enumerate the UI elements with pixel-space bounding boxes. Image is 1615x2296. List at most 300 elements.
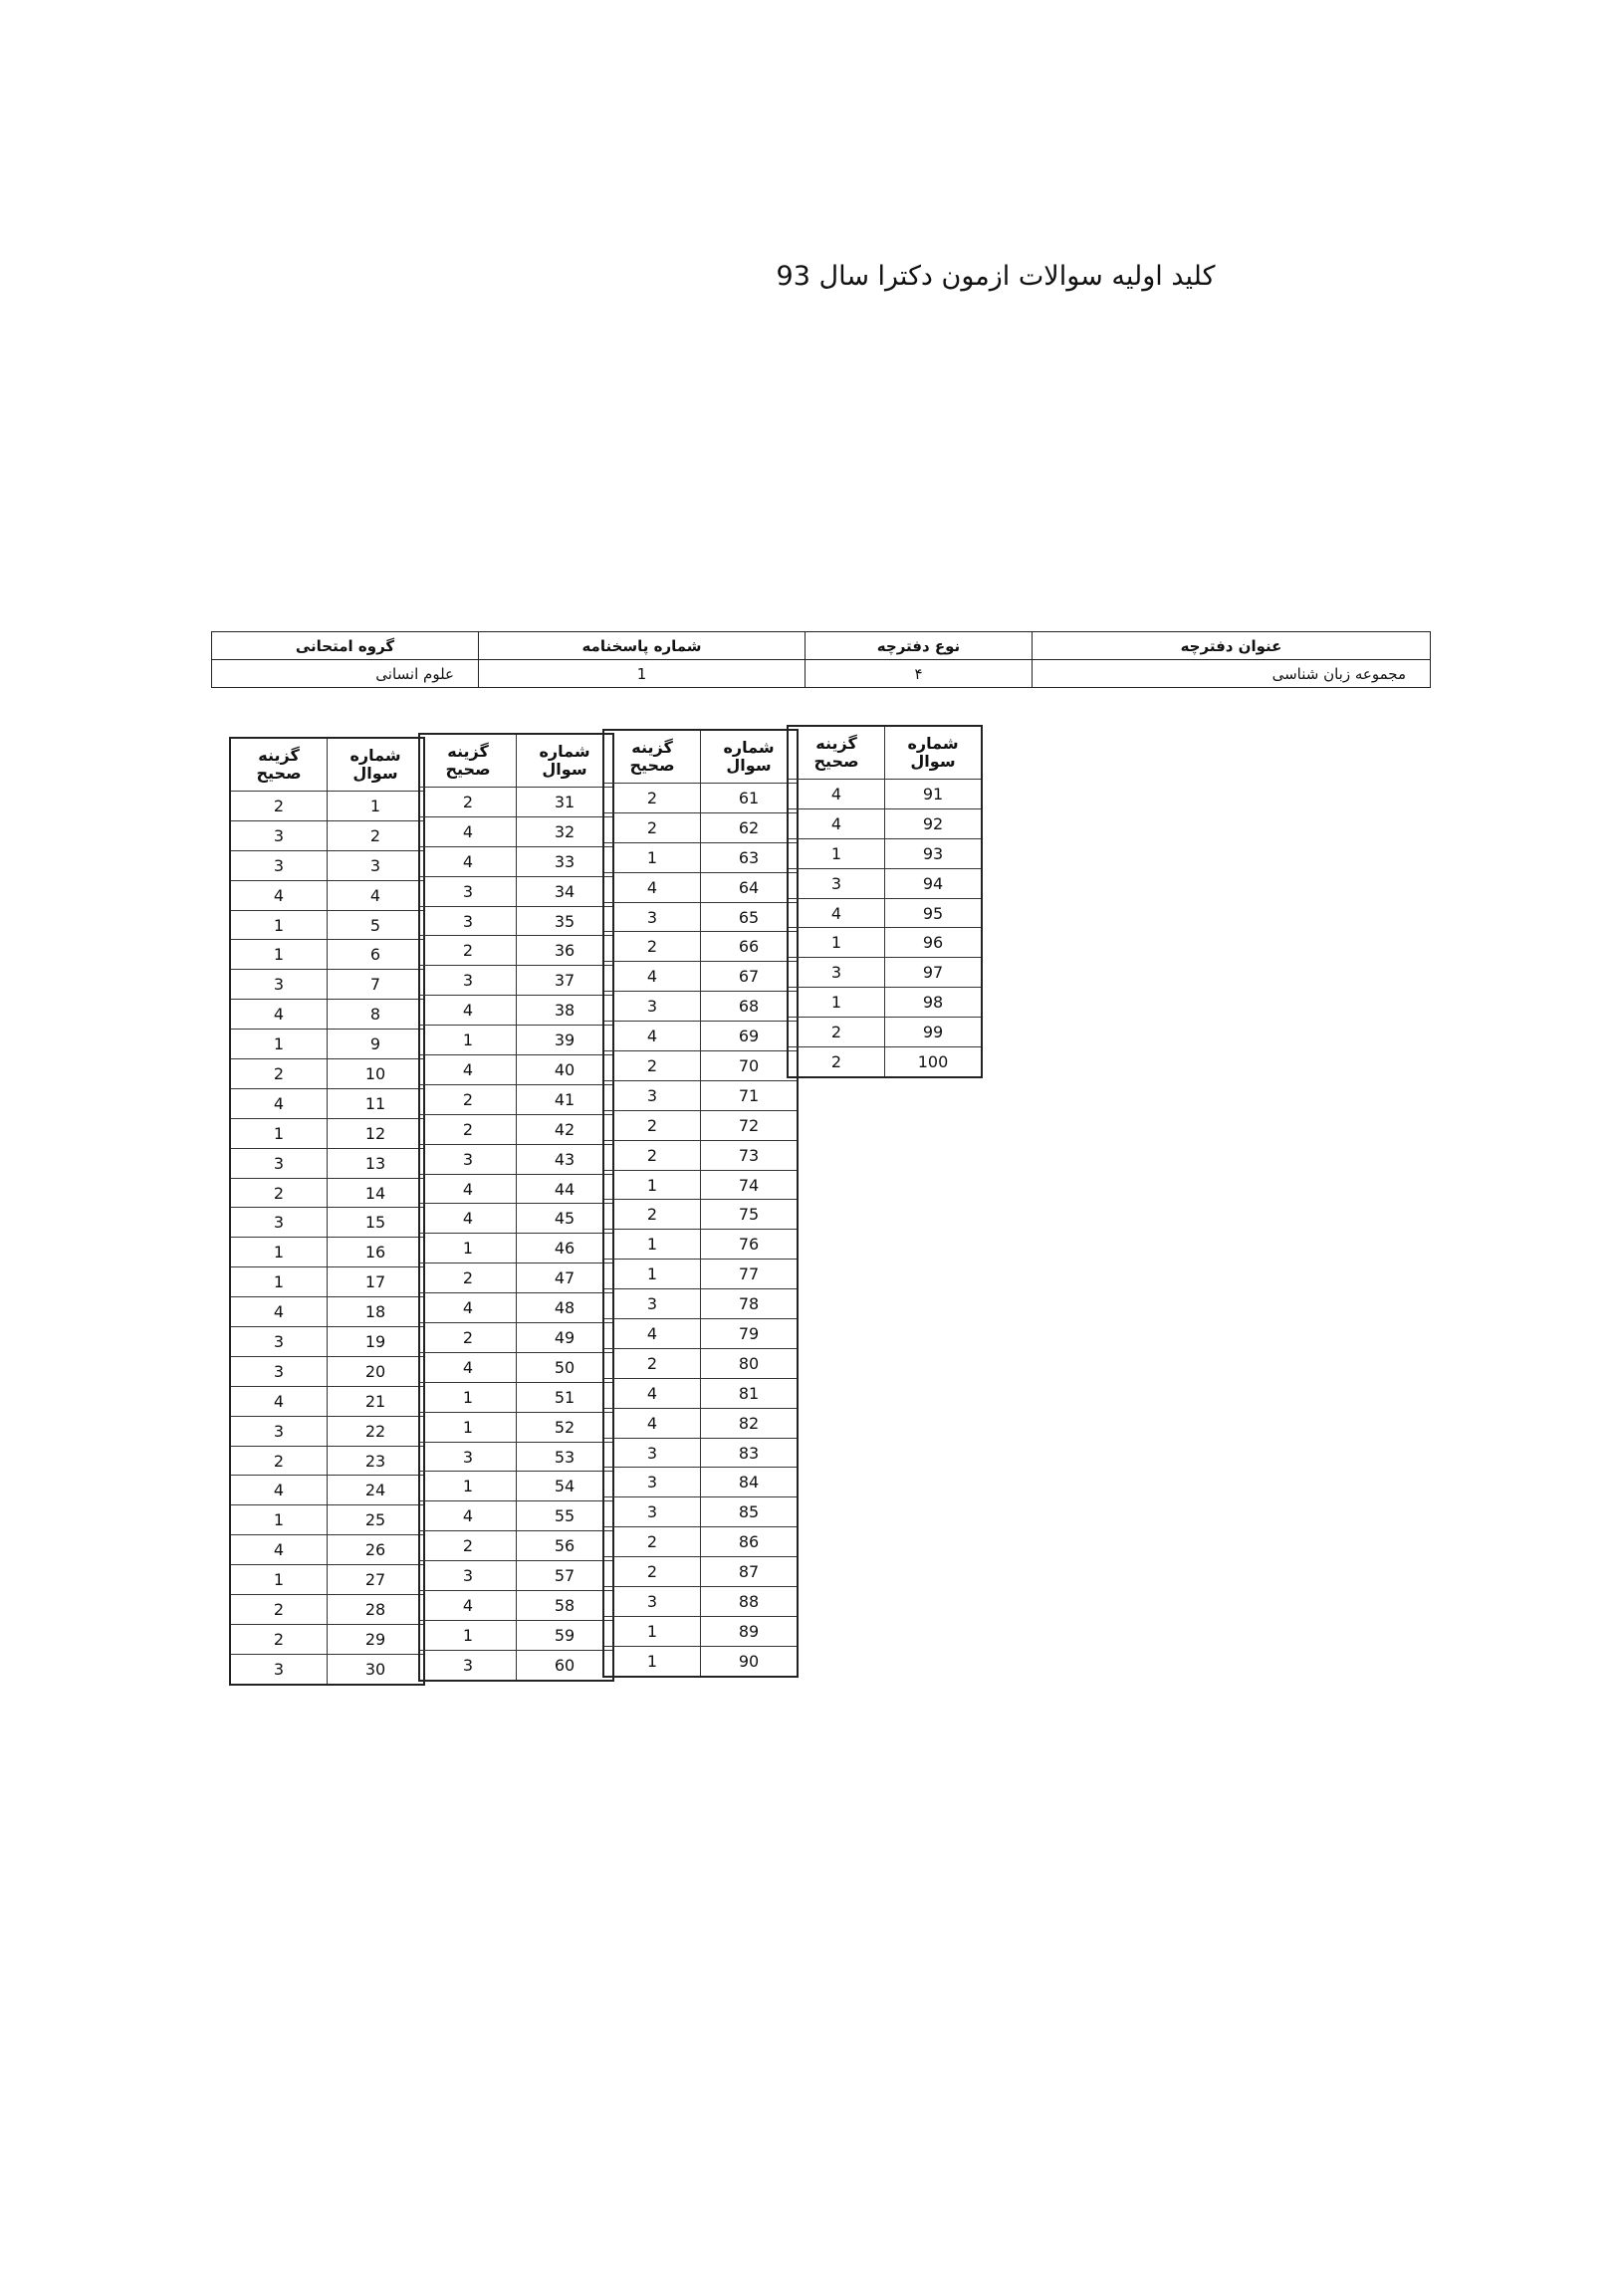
- table-row: [603, 1140, 798, 1170]
- correct-option-cell: 1: [603, 1260, 701, 1289]
- table-row: [603, 1378, 798, 1408]
- question-number-cell: 77: [701, 1260, 799, 1289]
- question-number-cell: 81: [701, 1378, 799, 1408]
- correct-option-cell: 1: [603, 842, 701, 872]
- correct-option-cell: 3: [230, 970, 328, 1000]
- correct-option-cell: 4: [230, 1000, 328, 1030]
- table-row: [419, 1055, 613, 1085]
- correct-option-cell: 3: [230, 1327, 328, 1357]
- table-row: [603, 1110, 798, 1140]
- table-row: [603, 1051, 798, 1081]
- question-number-cell: 87: [701, 1557, 799, 1587]
- question-number-cell: 56: [517, 1531, 614, 1561]
- question-number-cell: 74: [701, 1170, 799, 1200]
- question-number-cell: 45: [517, 1204, 614, 1234]
- question-number-cell: 1: [328, 792, 425, 821]
- correct-option-cell: 2: [419, 1084, 517, 1114]
- question-number-cell: 15: [328, 1208, 425, 1238]
- correct-option-cell: 2: [419, 936, 517, 966]
- correct-option-cell: 2: [230, 792, 328, 821]
- table-row: [603, 932, 798, 962]
- correct-option-cell: 2: [603, 784, 701, 813]
- question-number-cell: 72: [701, 1110, 799, 1140]
- table-row: [419, 788, 613, 817]
- correct-option-cell: 3: [603, 902, 701, 932]
- table-row: [603, 1080, 798, 1110]
- table-row: [230, 1595, 424, 1625]
- table-row: [419, 966, 613, 996]
- question-number-cell: 35: [517, 906, 614, 936]
- question-number-cell: 85: [701, 1497, 799, 1527]
- question-number-cell: 66: [701, 932, 799, 962]
- booklet-info-table: [211, 631, 1431, 688]
- correct-option-cell: 1: [230, 1565, 328, 1595]
- correct-option-cell: 1: [788, 838, 885, 868]
- table-row: [419, 1293, 613, 1323]
- correct-option-cell: 3: [603, 1080, 701, 1110]
- question-number-cell: 76: [701, 1230, 799, 1260]
- correct-option-cell: 4: [419, 996, 517, 1026]
- table-row: [788, 838, 982, 868]
- answer-key-table-3: [602, 729, 799, 1678]
- question-number-cell: 16: [328, 1238, 425, 1267]
- correct-option-cell: 4: [603, 1378, 701, 1408]
- correct-option-cell: 4: [788, 808, 885, 838]
- table-row: [419, 1412, 613, 1442]
- question-number-cell: 69: [701, 1022, 799, 1051]
- correct-option-cell: 1: [788, 928, 885, 958]
- correct-option-cell: 3: [419, 1561, 517, 1591]
- question-number-cell: 47: [517, 1263, 614, 1293]
- booklet-title-header: عنوان دفترچه: [1033, 632, 1431, 660]
- table-row: [230, 1386, 424, 1416]
- table-row: [603, 1319, 798, 1349]
- correct-option-cell: 2: [603, 932, 701, 962]
- table-row: [230, 820, 424, 850]
- table-row: [230, 1654, 424, 1684]
- table-row: [419, 1472, 613, 1501]
- table-row: [419, 1114, 613, 1144]
- correct-option-cell: 4: [603, 1022, 701, 1051]
- correct-option-cell: 3: [230, 1416, 328, 1446]
- answer-sheet-number-header: شماره پاسخنامه: [479, 632, 806, 660]
- correct-option-header: گزینه صحیح: [419, 734, 517, 788]
- table-row: [603, 992, 798, 1022]
- correct-option-cell: 2: [603, 812, 701, 842]
- question-number-cell: 29: [328, 1624, 425, 1654]
- question-number-cell: 28: [328, 1595, 425, 1625]
- correct-option-cell: 3: [603, 1587, 701, 1617]
- correct-option-cell: 1: [230, 910, 328, 940]
- question-number-cell: 14: [328, 1178, 425, 1208]
- correct-option-cell: 1: [603, 1646, 701, 1676]
- correct-option-cell: 4: [603, 872, 701, 902]
- question-number-header: شماره سوال: [328, 738, 425, 792]
- table-row: [788, 988, 982, 1018]
- question-number-cell: 60: [517, 1650, 614, 1680]
- question-number-cell: 6: [328, 940, 425, 970]
- correct-option-cell: 4: [603, 1319, 701, 1349]
- exam-group-value: علوم انسانی: [212, 660, 479, 688]
- table-row: [419, 1382, 613, 1412]
- table-row: [603, 1289, 798, 1319]
- correct-option-cell: 4: [419, 1204, 517, 1234]
- correct-option-cell: 1: [603, 1230, 701, 1260]
- question-number-cell: 21: [328, 1386, 425, 1416]
- correct-option-cell: 4: [230, 1386, 328, 1416]
- question-number-cell: 61: [701, 784, 799, 813]
- table-row: [419, 1501, 613, 1531]
- table-row: [788, 780, 982, 809]
- table-row: [419, 876, 613, 906]
- correct-option-cell: 4: [419, 1352, 517, 1382]
- answer-sheet-number-value: 1: [479, 660, 806, 688]
- question-number-cell: 52: [517, 1412, 614, 1442]
- table-row: [230, 792, 424, 821]
- table-row: [230, 940, 424, 970]
- correct-option-cell: 2: [419, 788, 517, 817]
- table-row: [603, 1587, 798, 1617]
- correct-option-cell: 1: [603, 1616, 701, 1646]
- question-number-cell: 86: [701, 1527, 799, 1557]
- correct-option-cell: 3: [230, 1654, 328, 1684]
- answer-key-header-row: [230, 738, 424, 792]
- question-number-cell: 41: [517, 1084, 614, 1114]
- question-number-cell: 4: [328, 880, 425, 910]
- booklet-type-value: ۴: [806, 660, 1033, 688]
- table-row: [230, 1088, 424, 1118]
- correct-option-cell: 1: [230, 1118, 328, 1148]
- table-row: [230, 1327, 424, 1357]
- table-row: [419, 1323, 613, 1353]
- question-number-cell: 10: [328, 1059, 425, 1089]
- correct-option-cell: 2: [230, 1595, 328, 1625]
- table-row: [788, 1047, 982, 1077]
- question-number-cell: 89: [701, 1616, 799, 1646]
- question-number-cell: 43: [517, 1144, 614, 1174]
- correct-option-cell: 1: [230, 1505, 328, 1535]
- question-number-cell: 38: [517, 996, 614, 1026]
- table-row: [603, 1616, 798, 1646]
- correct-option-cell: 2: [230, 1446, 328, 1476]
- question-number-cell: 34: [517, 876, 614, 906]
- question-number-cell: 24: [328, 1476, 425, 1505]
- question-number-cell: 73: [701, 1140, 799, 1170]
- table-row: [603, 842, 798, 872]
- table-row: [419, 1442, 613, 1472]
- correct-option-cell: 4: [788, 898, 885, 928]
- question-number-cell: 94: [885, 868, 983, 898]
- answer-key-table-4: [787, 725, 983, 1078]
- question-number-cell: 30: [328, 1654, 425, 1684]
- question-number-cell: 27: [328, 1565, 425, 1595]
- table-row: [230, 1208, 424, 1238]
- info-value-row: [212, 660, 1431, 688]
- correct-option-cell: 2: [603, 1557, 701, 1587]
- table-row: [230, 1476, 424, 1505]
- correct-option-cell: 2: [603, 1140, 701, 1170]
- question-number-cell: 12: [328, 1118, 425, 1148]
- correct-option-cell: 3: [788, 958, 885, 988]
- correct-option-cell: 4: [230, 880, 328, 910]
- correct-option-cell: 2: [230, 1059, 328, 1089]
- correct-option-cell: 2: [230, 1178, 328, 1208]
- table-row: [419, 1026, 613, 1055]
- correct-option-cell: 4: [230, 1297, 328, 1327]
- question-number-cell: 13: [328, 1148, 425, 1178]
- table-row: [603, 1527, 798, 1557]
- question-number-cell: 96: [885, 928, 983, 958]
- question-number-cell: 92: [885, 808, 983, 838]
- question-number-header: شماره سوال: [885, 726, 983, 780]
- correct-option-cell: 2: [419, 1263, 517, 1293]
- question-number-cell: 99: [885, 1018, 983, 1047]
- question-number-cell: 39: [517, 1026, 614, 1055]
- answer-key-header-row: [419, 734, 613, 788]
- correct-option-cell: 3: [419, 1144, 517, 1174]
- question-number-cell: 67: [701, 962, 799, 992]
- table-row: [230, 1238, 424, 1267]
- table-row: [230, 1624, 424, 1654]
- table-row: [230, 1030, 424, 1059]
- table-row: [230, 1446, 424, 1476]
- table-row: [603, 1200, 798, 1230]
- question-number-cell: 54: [517, 1472, 614, 1501]
- question-number-cell: 31: [517, 788, 614, 817]
- correct-option-cell: 3: [603, 1468, 701, 1497]
- table-row: [788, 928, 982, 958]
- table-row: [419, 936, 613, 966]
- correct-option-cell: 4: [419, 1174, 517, 1204]
- table-row: [603, 1170, 798, 1200]
- question-number-cell: 68: [701, 992, 799, 1022]
- correct-option-cell: 2: [788, 1047, 885, 1077]
- question-number-cell: 100: [885, 1047, 983, 1077]
- question-number-cell: 2: [328, 820, 425, 850]
- correct-option-cell: 3: [230, 1356, 328, 1386]
- info-header-row: [212, 632, 1431, 660]
- table-row: [788, 808, 982, 838]
- booklet-type-header: نوع دفترچه: [806, 632, 1033, 660]
- table-row: [230, 880, 424, 910]
- table-row: [230, 1416, 424, 1446]
- table-row: [230, 910, 424, 940]
- question-number-cell: 20: [328, 1356, 425, 1386]
- correct-option-cell: 1: [230, 940, 328, 970]
- correct-option-cell: 3: [603, 1438, 701, 1468]
- correct-option-cell: 4: [419, 846, 517, 876]
- table-row: [419, 1174, 613, 1204]
- correct-option-cell: 3: [230, 850, 328, 880]
- correct-option-cell: 4: [788, 780, 885, 809]
- correct-option-cell: 1: [603, 1170, 701, 1200]
- question-number-cell: 17: [328, 1267, 425, 1297]
- table-row: [788, 958, 982, 988]
- question-number-cell: 18: [328, 1297, 425, 1327]
- question-number-cell: 25: [328, 1505, 425, 1535]
- table-row: [230, 1118, 424, 1148]
- question-number-cell: 9: [328, 1030, 425, 1059]
- question-number-cell: 5: [328, 910, 425, 940]
- table-row: [419, 1263, 613, 1293]
- correct-option-cell: 1: [419, 1026, 517, 1055]
- table-row: [419, 1620, 613, 1650]
- question-number-cell: 70: [701, 1051, 799, 1081]
- table-row: [419, 996, 613, 1026]
- table-row: [603, 1022, 798, 1051]
- correct-option-cell: 1: [419, 1472, 517, 1501]
- question-number-cell: 33: [517, 846, 614, 876]
- question-number-cell: 93: [885, 838, 983, 868]
- question-number-cell: 91: [885, 780, 983, 809]
- table-row: [603, 1260, 798, 1289]
- table-row: [230, 1535, 424, 1565]
- correct-option-cell: 4: [419, 1501, 517, 1531]
- correct-option-cell: 1: [230, 1238, 328, 1267]
- question-number-cell: 55: [517, 1501, 614, 1531]
- question-number-cell: 59: [517, 1620, 614, 1650]
- question-number-cell: 53: [517, 1442, 614, 1472]
- question-number-cell: 42: [517, 1114, 614, 1144]
- correct-option-cell: 4: [230, 1535, 328, 1565]
- question-number-cell: 88: [701, 1587, 799, 1617]
- table-row: [603, 962, 798, 992]
- correct-option-cell: 1: [419, 1234, 517, 1263]
- answer-key-table-2: [418, 733, 614, 1682]
- table-row: [230, 1565, 424, 1595]
- table-row: [603, 1557, 798, 1587]
- question-number-cell: 48: [517, 1293, 614, 1323]
- question-number-cell: 50: [517, 1352, 614, 1382]
- correct-option-cell: 3: [603, 1497, 701, 1527]
- question-number-cell: 32: [517, 816, 614, 846]
- table-row: [230, 1267, 424, 1297]
- question-number-cell: 44: [517, 1174, 614, 1204]
- table-row: [419, 1561, 613, 1591]
- question-number-cell: 90: [701, 1646, 799, 1676]
- table-row: [230, 850, 424, 880]
- question-number-cell: 51: [517, 1382, 614, 1412]
- correct-option-cell: 1: [788, 988, 885, 1018]
- table-row: [230, 1178, 424, 1208]
- table-row: [230, 1297, 424, 1327]
- table-row: [230, 970, 424, 1000]
- table-row: [788, 868, 982, 898]
- question-number-cell: 40: [517, 1055, 614, 1085]
- question-number-header: شماره سوال: [701, 730, 799, 784]
- correct-option-cell: 1: [419, 1412, 517, 1442]
- correct-option-header: گزینه صحیح: [230, 738, 328, 792]
- correct-option-cell: 4: [230, 1476, 328, 1505]
- table-row: [603, 1646, 798, 1676]
- correct-option-cell: 2: [603, 1527, 701, 1557]
- correct-option-cell: 4: [419, 1591, 517, 1621]
- table-row: [603, 1230, 798, 1260]
- answer-key-header-row: [788, 726, 982, 780]
- question-number-cell: 11: [328, 1088, 425, 1118]
- table-row: [419, 1234, 613, 1263]
- table-row: [230, 1356, 424, 1386]
- question-number-cell: 65: [701, 902, 799, 932]
- correct-option-cell: 3: [230, 820, 328, 850]
- question-number-cell: 97: [885, 958, 983, 988]
- table-row: [419, 1352, 613, 1382]
- table-row: [230, 1505, 424, 1535]
- correct-option-cell: 3: [419, 1650, 517, 1680]
- question-number-cell: 46: [517, 1234, 614, 1263]
- correct-option-cell: 2: [419, 1114, 517, 1144]
- table-row: [603, 812, 798, 842]
- correct-option-cell: 2: [230, 1624, 328, 1654]
- table-row: [419, 846, 613, 876]
- correct-option-cell: 2: [419, 1323, 517, 1353]
- table-row: [419, 816, 613, 846]
- table-row: [419, 1144, 613, 1174]
- question-number-cell: 3: [328, 850, 425, 880]
- correct-option-cell: 4: [419, 1293, 517, 1323]
- table-row: [603, 784, 798, 813]
- correct-option-cell: 2: [603, 1348, 701, 1378]
- correct-option-cell: 2: [603, 1051, 701, 1081]
- answer-key-header-row: [603, 730, 798, 784]
- table-row: [603, 872, 798, 902]
- table-row: [419, 906, 613, 936]
- booklet-title-value: مجموعه زبان شناسی: [1033, 660, 1431, 688]
- question-number-cell: 63: [701, 842, 799, 872]
- table-row: [419, 1591, 613, 1621]
- question-number-cell: 82: [701, 1408, 799, 1438]
- correct-option-cell: 2: [603, 1200, 701, 1230]
- question-number-cell: 79: [701, 1319, 799, 1349]
- correct-option-cell: 4: [603, 962, 701, 992]
- question-number-cell: 83: [701, 1438, 799, 1468]
- table-row: [603, 1348, 798, 1378]
- question-number-cell: 95: [885, 898, 983, 928]
- correct-option-cell: 3: [230, 1148, 328, 1178]
- question-number-cell: 98: [885, 988, 983, 1018]
- correct-option-cell: 3: [419, 966, 517, 996]
- question-number-cell: 49: [517, 1323, 614, 1353]
- correct-option-cell: 2: [788, 1018, 885, 1047]
- correct-option-cell: 2: [603, 1110, 701, 1140]
- page-title: کلید اولیه سوالات ازمون دکترا سال 93: [776, 261, 1216, 292]
- exam-group-header: گروه امتحانی: [212, 632, 479, 660]
- correct-option-cell: 3: [788, 868, 885, 898]
- question-number-cell: 71: [701, 1080, 799, 1110]
- correct-option-cell: 3: [419, 1442, 517, 1472]
- question-number-cell: 36: [517, 936, 614, 966]
- table-row: [603, 1438, 798, 1468]
- answer-key-table-1: [229, 737, 425, 1686]
- question-number-cell: 80: [701, 1348, 799, 1378]
- table-row: [603, 1408, 798, 1438]
- correct-option-cell: 3: [419, 876, 517, 906]
- table-row: [419, 1204, 613, 1234]
- correct-option-cell: 3: [603, 992, 701, 1022]
- question-number-cell: 78: [701, 1289, 799, 1319]
- correct-option-cell: 3: [419, 906, 517, 936]
- table-row: [230, 1148, 424, 1178]
- question-number-cell: 37: [517, 966, 614, 996]
- table-row: [788, 1018, 982, 1047]
- correct-option-cell: 4: [419, 816, 517, 846]
- correct-option-header: گزینه صحیح: [788, 726, 885, 780]
- question-number-cell: 22: [328, 1416, 425, 1446]
- correct-option-cell: 1: [419, 1620, 517, 1650]
- table-row: [419, 1531, 613, 1561]
- question-number-cell: 84: [701, 1468, 799, 1497]
- question-number-cell: 8: [328, 1000, 425, 1030]
